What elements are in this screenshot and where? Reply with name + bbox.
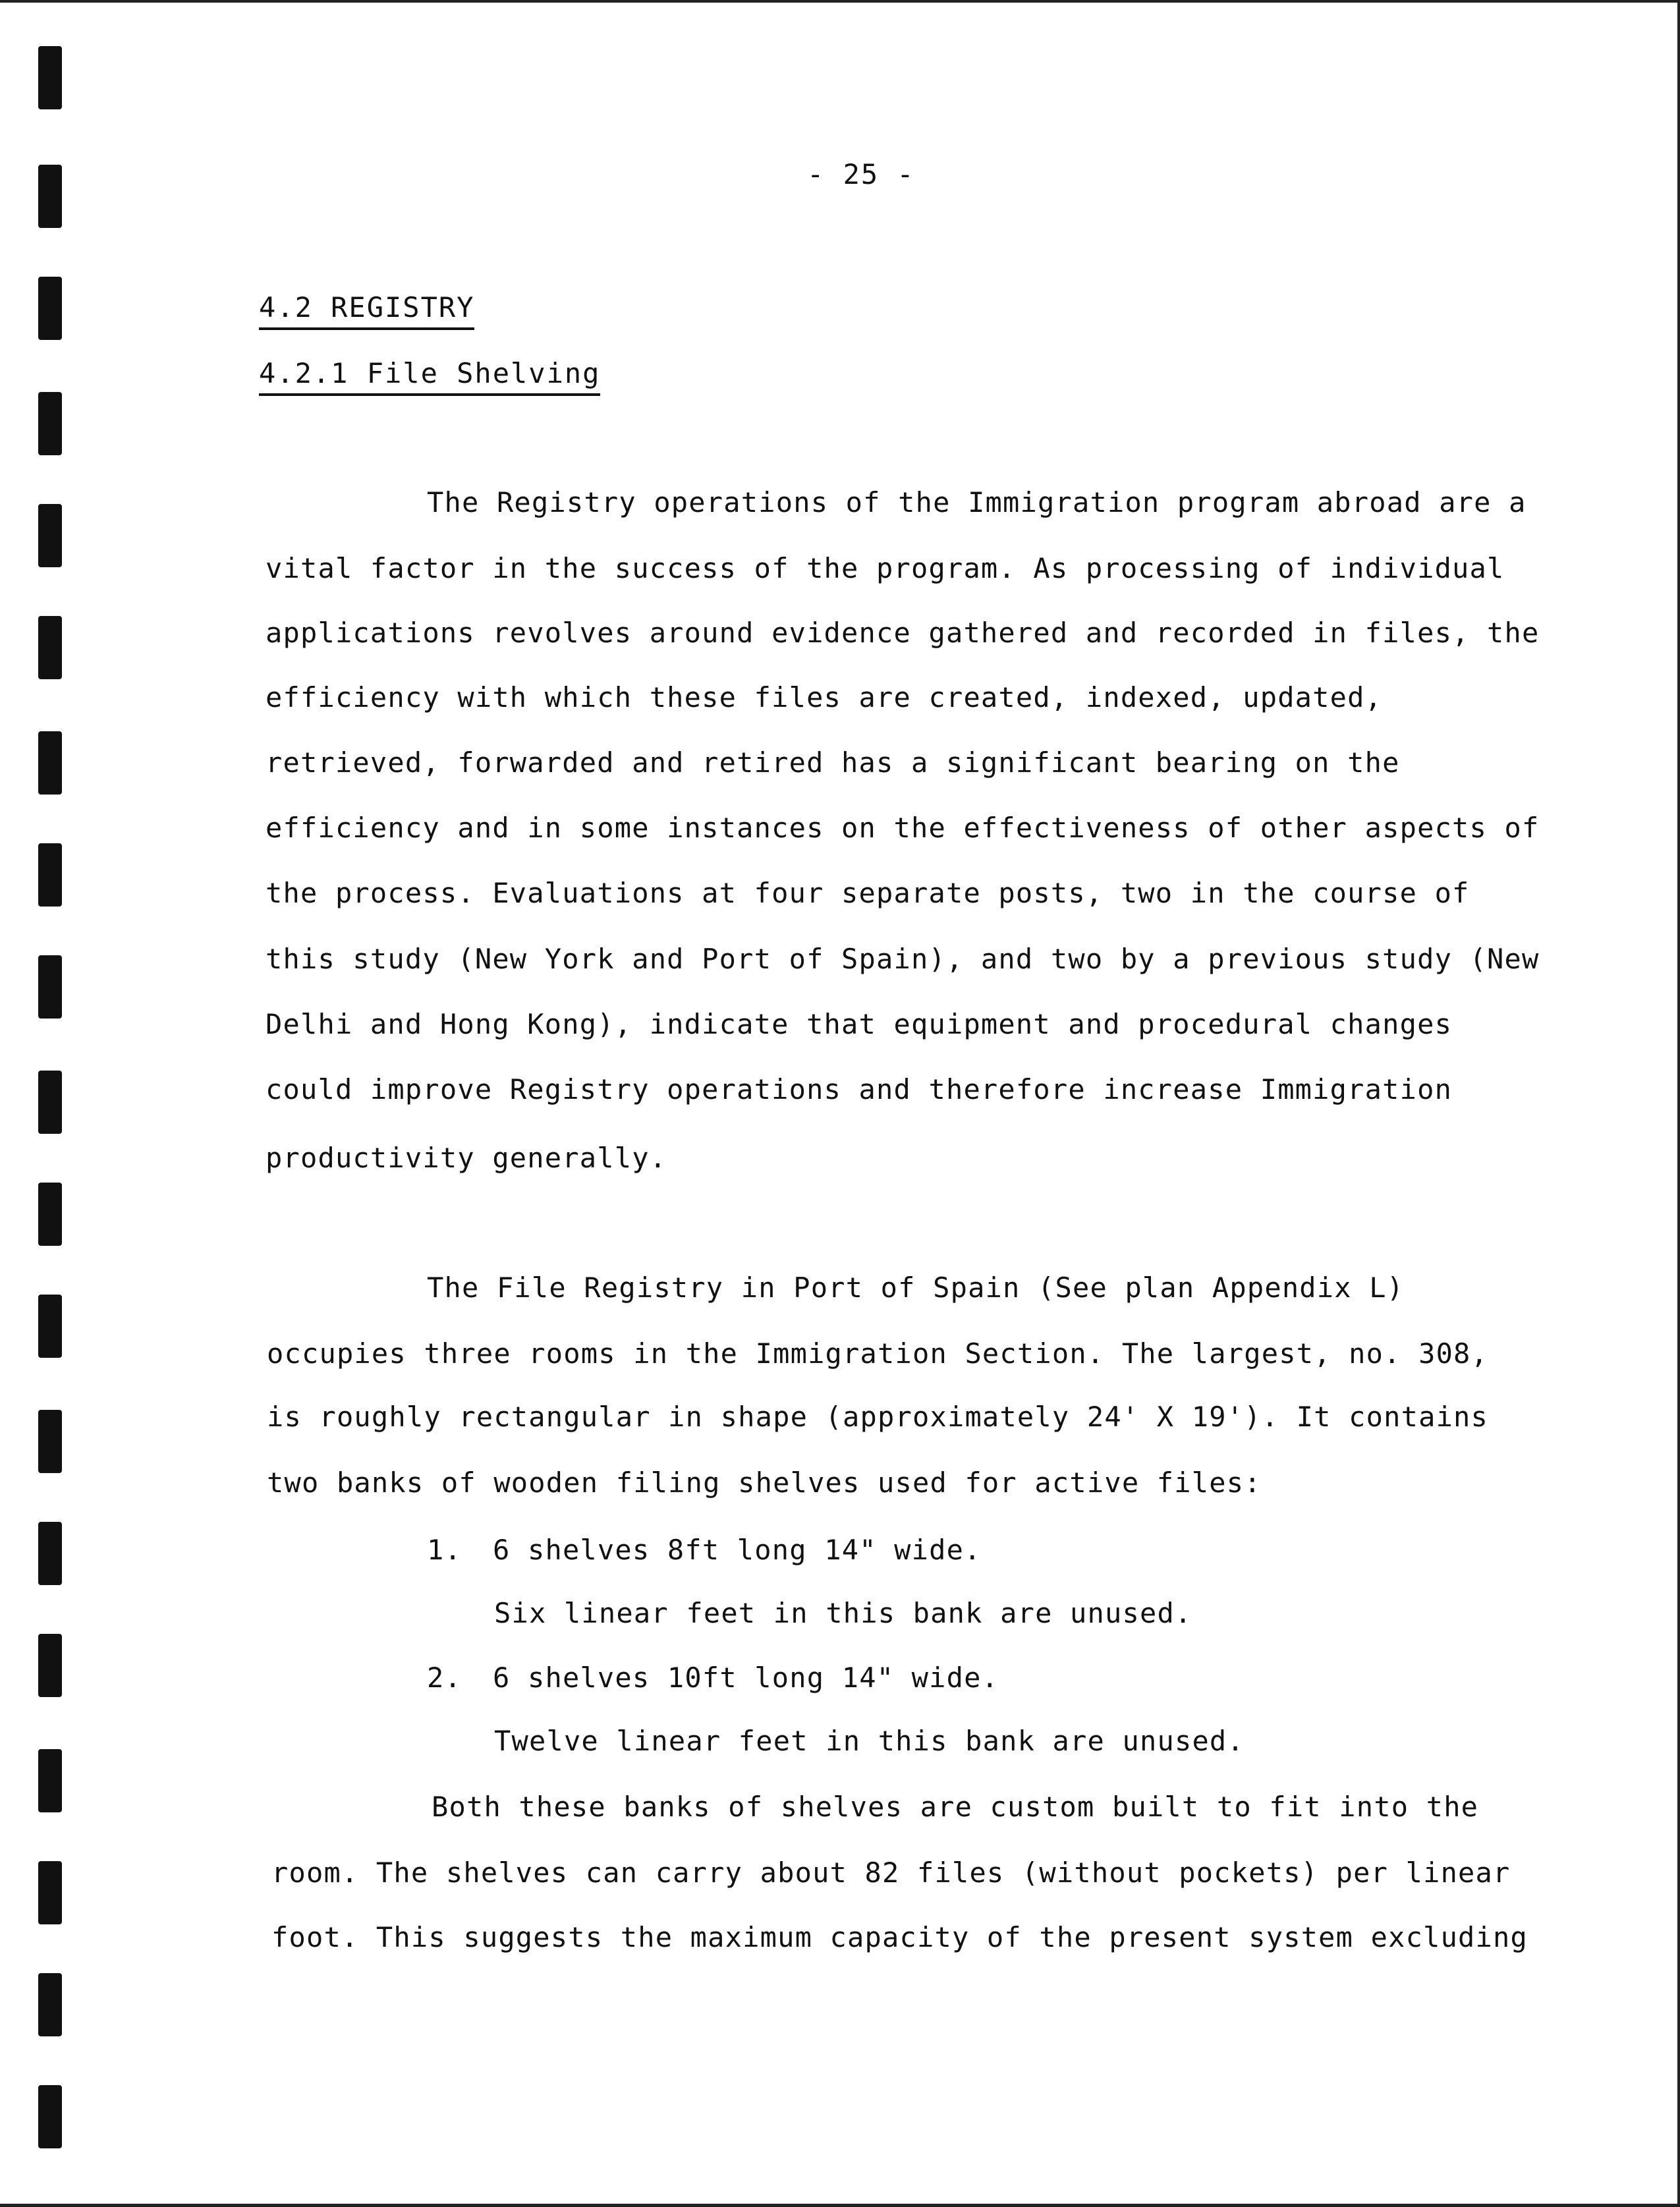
- binder-hole-mark: [38, 1861, 62, 1924]
- binder-hole-mark: [38, 1295, 62, 1358]
- list-item-note: Six linear feet in this bank are unused.: [494, 1597, 1192, 1629]
- section-heading: 4.2 REGISTRY: [259, 291, 474, 330]
- paragraph-1-line: could improve Registry operations and therefore increase Immigration: [266, 1073, 1453, 1105]
- paragraph-2-line: two banks of wooden filing shelves used for active files:: [267, 1467, 1262, 1499]
- paragraph-2-line: The File Registry in Port of Spain (See plan Appendix L): [427, 1271, 1405, 1304]
- paragraph-1-line: vital factor in the success of the program. As processing of individual: [266, 552, 1505, 584]
- paragraph-2-line: occupies three rooms in the Immigration Section. The largest, no. 308,: [267, 1337, 1489, 1370]
- paragraph-2-line: is roughly rectangular in shape (approximately 24' X 19'). It contains: [267, 1401, 1489, 1433]
- page-number: - 25 -: [807, 158, 915, 190]
- binder-hole-mark: [38, 1410, 62, 1473]
- binder-hole-mark: [38, 46, 62, 109]
- list-item-text: 6 shelves 8ft long 14" wide.: [493, 1534, 982, 1566]
- binder-hole-mark: [38, 955, 62, 1019]
- binder-hole-mark: [38, 1973, 62, 2036]
- binder-hole-mark: [38, 277, 62, 340]
- binder-hole-mark: [38, 1183, 62, 1246]
- binder-hole-mark: [38, 1749, 62, 1812]
- binder-hole-mark: [38, 504, 62, 567]
- paragraph-1-line: retrieved, forwarded and retired has a significant bearing on the: [266, 746, 1400, 779]
- paragraph-3-line: foot. This suggests the maximum capacity of the present system excluding: [271, 1921, 1528, 1953]
- list-item-note: Twelve linear feet in this bank are unused.: [494, 1725, 1245, 1757]
- binder-hole-mark: [38, 165, 62, 228]
- paragraph-1-line: efficiency and in some instances on the effectiveness of other aspects of: [266, 812, 1540, 844]
- paragraph-1-line: the process. Evaluations at four separate posts, two in the course of: [266, 877, 1470, 909]
- binder-hole-mark: [38, 843, 62, 907]
- binder-hole-mark: [38, 1522, 62, 1585]
- subsection-heading: 4.2.1 File Shelving: [259, 357, 600, 396]
- paragraph-1-line: productivity generally.: [266, 1142, 667, 1174]
- binder-hole-mark: [38, 731, 62, 795]
- paragraph-3-line: Both these banks of shelves are custom built to fit into the: [432, 1791, 1479, 1823]
- paragraph-3-line: room. The shelves can carry about 82 files (without pockets) per linear: [271, 1857, 1511, 1889]
- paragraph-1-line: Delhi and Hong Kong), indicate that equipment and procedural changes: [266, 1008, 1453, 1040]
- binder-hole-strip: [38, 0, 65, 2207]
- paragraph-1-line: this study (New York and Port of Spain), and two by a previous study (New: [266, 943, 1540, 975]
- binder-hole-mark: [38, 616, 62, 679]
- paragraph-1-line: The Registry operations of the Immigration program abroad are a: [427, 486, 1526, 518]
- binder-hole-mark: [38, 392, 62, 455]
- paragraph-1-line: applications revolves around evidence gathered and recorded in files, the: [266, 617, 1540, 649]
- binder-hole-mark: [38, 1071, 62, 1134]
- binder-hole-mark: [38, 1634, 62, 1697]
- list-item-text: 6 shelves 10ft long 14" wide.: [493, 1662, 999, 1694]
- paragraph-1-line: efficiency with which these files are created, indexed, updated,: [266, 681, 1383, 713]
- list-item-number: 2.: [427, 1662, 462, 1694]
- list-item-number: 1.: [427, 1534, 462, 1566]
- binder-hole-mark: [38, 2085, 62, 2148]
